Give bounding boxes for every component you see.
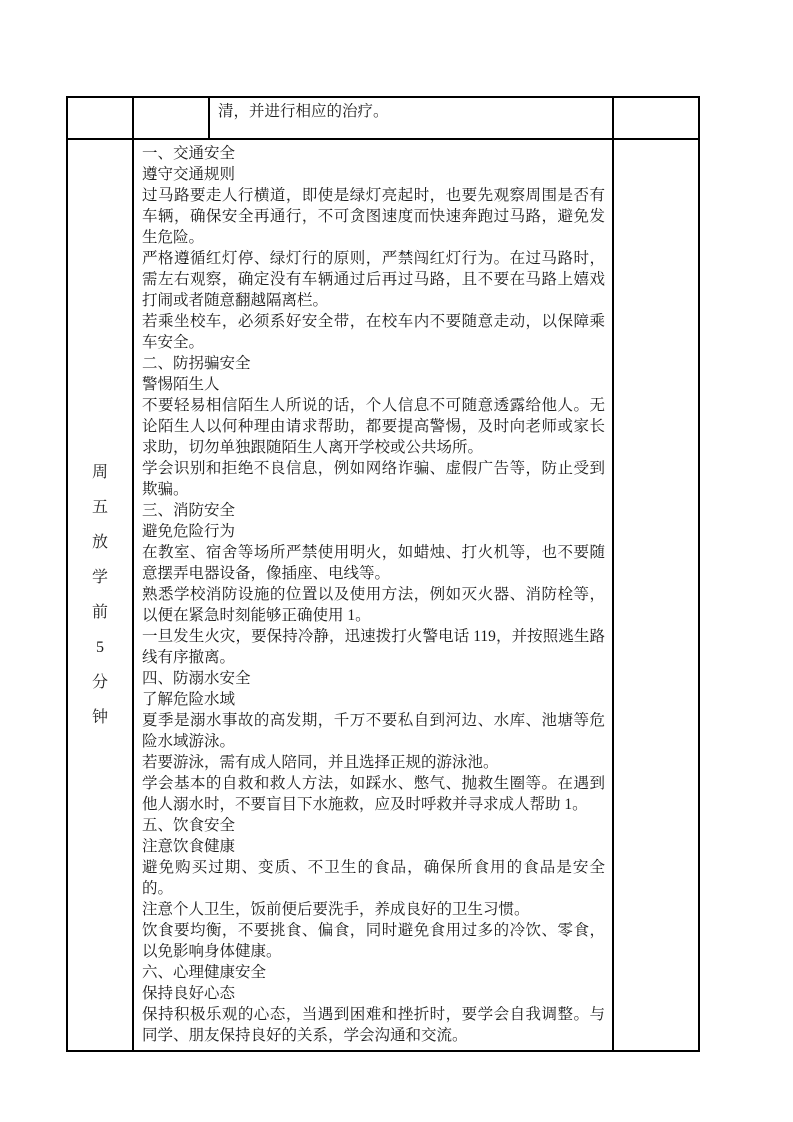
safety-schedule-table bbox=[66, 96, 700, 1052]
section-paragraph: 一旦发生火灾，要保持冷静，迅速拨打火警电话 119，并按照逃生路线有序撤离。 bbox=[142, 628, 605, 666]
time-slot-cell bbox=[67, 139, 133, 1051]
section-subheading: 了解危险水域 bbox=[142, 691, 236, 708]
section-paragraph: 注意个人卫生，饭前便后要洗手，养成良好的卫生习惯。 bbox=[142, 901, 530, 918]
safety-content-cell bbox=[133, 139, 613, 1051]
section-heading: 一、交通安全 bbox=[142, 145, 236, 162]
section-paragraph: 严格遵循红灯停、绿灯行的原则，严禁闯红灯行为。在过马路时，需左右观察，确定没有车辆通过后再过马路，且不要在马路上嬉戏打闹或者随意翻越隔离栏。 bbox=[142, 250, 605, 309]
section-paragraph: 学会识别和拒绝不良信息，例如网络诈骗、虚假广告等，防止受到欺骗。 bbox=[142, 460, 605, 498]
section-paragraph: 若乘坐校车，必须系好安全带，在校车内不要随意走动，以保障乘车安全。 bbox=[142, 313, 605, 351]
section-paragraph: 避免购买过期、变质、不卫生的食品，确保所食用的食品是安全的。 bbox=[142, 859, 605, 897]
prev-row-remark-cell bbox=[613, 97, 699, 139]
section-paragraph: 熟悉学校消防设施的位置以及使用方法，例如灭火器、消防栓等，以便在紧急时刻能够正确使用 1。 bbox=[142, 586, 605, 624]
section-subheading: 避免危险行为 bbox=[142, 523, 236, 540]
section-heading: 二、防拐骗安全 bbox=[142, 355, 251, 372]
prev-row-content-cell bbox=[209, 97, 613, 139]
time-slot-label bbox=[68, 455, 132, 735]
time-slot-char: 五 bbox=[91, 499, 108, 516]
section-paragraph: 夏季是溺水事故的高发期，千万不要私自到河边、水库、池塘等危险水域游泳。 bbox=[142, 712, 605, 750]
section-paragraph: 过马路要走人行横道，即使是绿灯亮起时，也要先观察周围是否有车辆，确保安全再通行，不可贪图速度而快速奔跑过马路，避免发生危险。 bbox=[142, 187, 605, 246]
time-slot-char: 前 bbox=[91, 604, 108, 621]
time-slot-char: 5 bbox=[96, 639, 104, 656]
remark-cell bbox=[613, 139, 699, 1051]
section-heading: 五、饮食安全 bbox=[142, 817, 236, 834]
time-slot-char: 周 bbox=[91, 464, 108, 481]
time-slot-char: 放 bbox=[91, 534, 108, 551]
time-slot-char: 钟 bbox=[91, 709, 108, 726]
section-subheading: 注意饮食健康 bbox=[142, 838, 236, 855]
time-slot-char: 学 bbox=[91, 569, 108, 586]
safety-content bbox=[142, 143, 605, 1046]
time-slot-char: 分 bbox=[91, 674, 108, 691]
section-paragraph: 保持积极乐观的心态，当遇到困难和挫折时，要学会自我调整。与同学、朋友保持良好的关系，学会沟通和交流。 bbox=[142, 1006, 605, 1044]
section-paragraph: 学会基本的自救和救人方法，如踩水、憋气、抛救生圈等。在遇到他人溺水时，不要盲目下水施救，应及时呼救并寻求成人帮助 1。 bbox=[142, 775, 605, 813]
section-heading: 六、心理健康安全 bbox=[142, 964, 267, 981]
section-paragraph: 若要游泳，需有成人陪同，并且选择正规的游泳池。 bbox=[142, 754, 499, 771]
section-heading: 四、防溺水安全 bbox=[142, 670, 251, 687]
section-paragraph: 饮食要均衡，不要挑食、偏食，同时避免食用过多的冷饮、零食，以免影响身体健康。 bbox=[142, 922, 605, 960]
prev-row-middle-cell bbox=[133, 97, 209, 139]
section-heading: 三、消防安全 bbox=[142, 502, 236, 519]
section-subheading: 遵守交通规则 bbox=[142, 166, 236, 183]
prev-row-content-text: 清，并进行相应的治疗。 bbox=[218, 103, 389, 120]
table-row-previous bbox=[67, 97, 699, 139]
section-subheading: 保持良好心态 bbox=[142, 985, 236, 1002]
section-paragraph: 在教室、宿舍等场所严禁使用明火，如蜡烛、打火机等，也不要随意摆弄电器设备，像插座、电线等。 bbox=[142, 544, 605, 582]
table-row-friday bbox=[67, 139, 699, 1051]
section-paragraph: 不要轻易相信陌生人所说的话，个人信息不可随意透露给他人。无论陌生人以何种理由请求帮助，都要提高警惕，及时向老师或家长求助，切勿单独跟随陌生人离开学校或公共场所。 bbox=[142, 397, 605, 456]
prev-row-time-cell bbox=[67, 97, 133, 139]
section-subheading: 警惕陌生人 bbox=[142, 376, 220, 393]
